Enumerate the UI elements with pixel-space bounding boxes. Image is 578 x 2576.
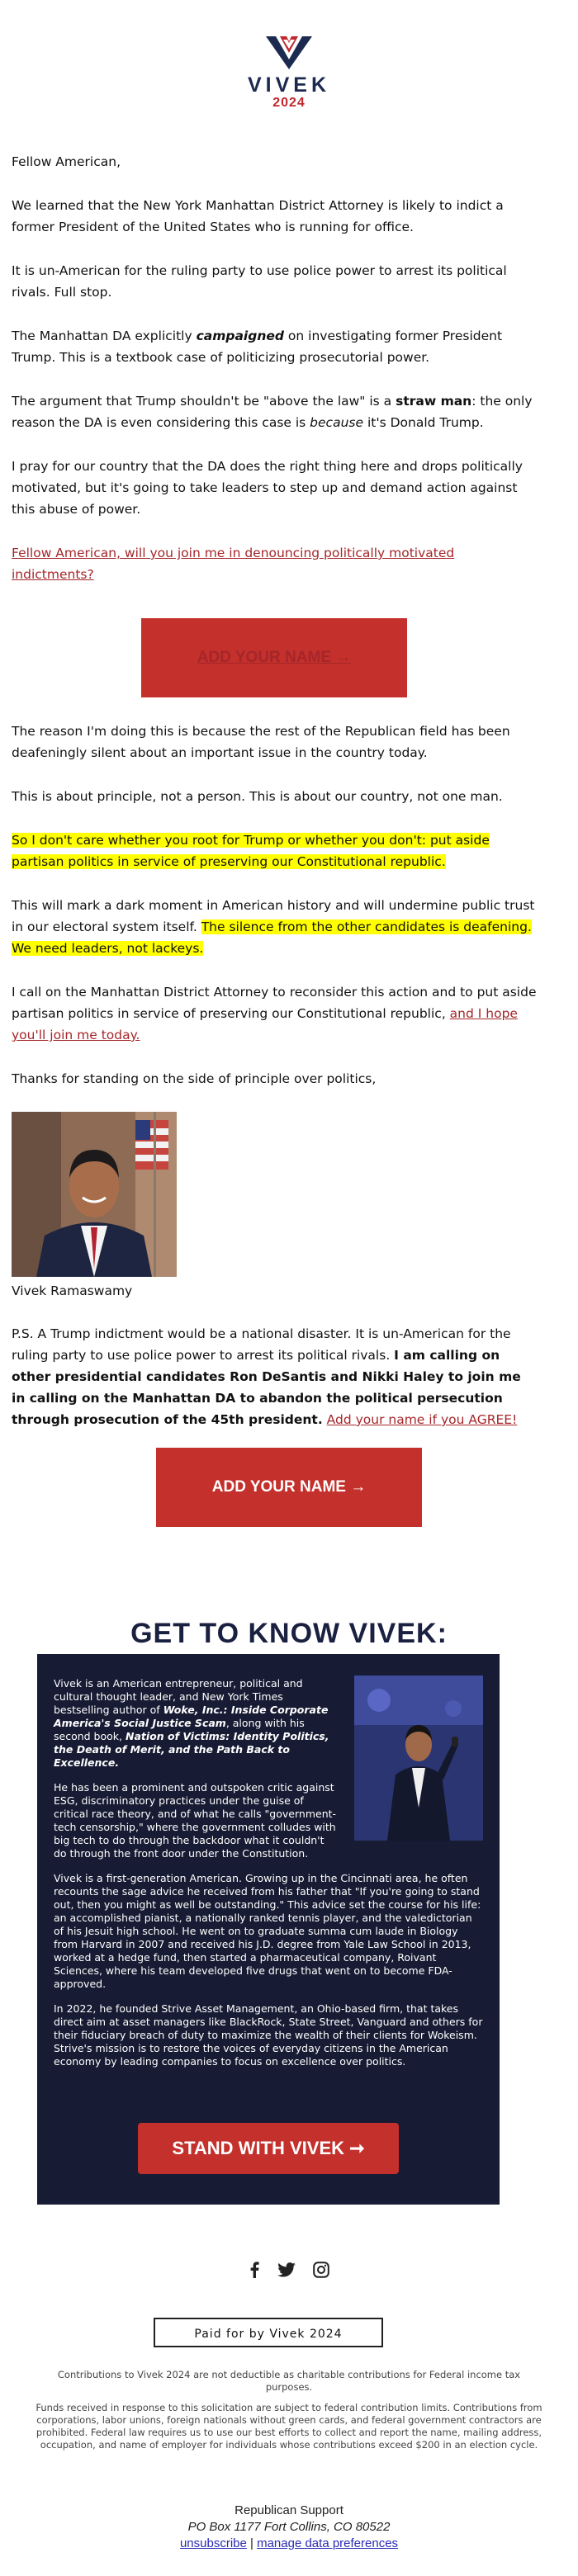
emphasis: I am calling on other presidential candidates Ron DeSantis and Nikki Haley to join me in calling on the Manhattan DA to abandon the political persecution through prosecution of the 45th president. bbox=[12, 1348, 521, 1427]
add-your-name-button[interactable]: ADD YOUR NAME → bbox=[141, 618, 407, 697]
twitter-icon[interactable] bbox=[277, 2262, 296, 2281]
about-panel bbox=[37, 1654, 500, 2205]
contribution-disclaimer: Funds received in response to this solicitation are subject to federal contribution limits. Contributions from corporations, labor unions, foreign nationals without green cards, and federal government contractors are prohibited. Federal law requires us to use our best efforts to collect and report the name, mailing address, occupation, and name of employer for individuals whose contributions exceed $200 in an election cycle. bbox=[36, 2402, 542, 2451]
logo-wordmark: VIVEK bbox=[247, 73, 331, 97]
vivek-headshot-photo bbox=[12, 1112, 177, 1277]
text: Vivek is an American entrepreneur, political and cultural thought leader, and New York Times bestselling author of bbox=[54, 1677, 303, 1716]
closing: Thanks for standing on the side of principle over politics, bbox=[12, 1071, 377, 1086]
text: P.S. A Trump indictment would be a national disaster. It is un-American for the ruling party to use police power to arrest its political rivals. bbox=[12, 1326, 511, 1363]
paid-for-disclaimer: Paid for by Vivek 2024 bbox=[154, 2318, 383, 2347]
text: : the only reason the DA is even considering this case is bbox=[12, 394, 533, 430]
emphasis: because bbox=[310, 415, 364, 430]
bio-paragraph: He has been a prominent and outspoken critic against ESG, discriminatory practices under the guise of critical race theory, and of what he calls "government-tech censorship," where the government colludes with big tech to do through the backdoor what it couldn't do through the front door under the Constitution. bbox=[54, 1781, 337, 1860]
emphasis: straw man bbox=[396, 394, 472, 409]
about-text bbox=[54, 1677, 483, 2080]
postscript bbox=[12, 1323, 537, 1430]
book-title: Nation of Victims: Identity Politics, the Death of Merit, and the Path Back to Excellence. bbox=[54, 1730, 329, 1769]
text: on investigating former President Trump. This is a textbook case of politicizing prosecutorial power. bbox=[12, 328, 503, 365]
unsubscribe-link[interactable]: unsubscribe bbox=[179, 2536, 247, 2550]
denounce-link[interactable]: Fellow American, will you join me in denouncing politically motivated indictments? bbox=[12, 546, 455, 582]
instagram-icon[interactable] bbox=[313, 2262, 329, 2281]
book-title: Woke, Inc.: Inside Corporate America's Social Justice Scam bbox=[54, 1704, 329, 1729]
letter-body bbox=[12, 151, 537, 1430]
highlight-text: So I don't care whether you root for Trump or whether you don't: put aside partisan politics in service of preserving our Constitutional republic. bbox=[12, 833, 490, 869]
org-name: Republican Support bbox=[235, 2503, 343, 2517]
v-checkmark-logo-icon bbox=[266, 36, 312, 69]
social-links bbox=[0, 2262, 578, 2281]
paragraph: It is un-American for the ruling party to use police power to arrest its political rivals. Full stop. bbox=[12, 263, 507, 300]
greeting: Fellow American, bbox=[12, 154, 121, 169]
add-name-agree-link[interactable]: Add your name if you AGREE! bbox=[326, 1412, 518, 1427]
about-heading: GET TO KNOW VIVEK: bbox=[130, 1618, 448, 1649]
stand-with-vivek-button[interactable]: STAND WITH VIVEK ➞ bbox=[138, 2123, 399, 2174]
paragraph bbox=[12, 830, 537, 872]
campaign-logo bbox=[0, 36, 578, 111]
paragraph bbox=[12, 390, 537, 433]
tax-disclaimer: Contributions to Vivek 2024 are not deductible as charitable contributions for Federal income tax purposes. bbox=[57, 2369, 521, 2393]
text: it's Donald Trump. bbox=[363, 415, 484, 430]
paragraph bbox=[12, 325, 537, 368]
highlight-text: The silence from the other candidates is deafening. We need leaders, not lackeys. bbox=[12, 919, 532, 956]
separator: | bbox=[250, 2536, 253, 2550]
paragraph: We learned that the New York Manhattan District Attorney is likely to indict a former President of the United States who is running for office. bbox=[12, 198, 504, 234]
manage-preferences-link[interactable]: manage data preferences bbox=[257, 2536, 399, 2550]
add-your-name-button-2[interactable]: ADD YOUR NAME → bbox=[156, 1448, 422, 1527]
bio-paragraph: Vivek is a first-generation American. Growing up in the Cincinnati area, he often recounts the sage advice he received from his father that "If you're going to stand out, then you might as well be outstanding." This advice set the course for his life: an accomplished pianist, a nationally ranked tennis player, and the valedictorian of his Jesuit high school. He went on to graduate summa cum laude in Biology from Harvard in 2007 and received his J.D. degree from Yale Law School in 2013, worked at a hedge fund, then started a pharmaceutical company, Roivant Sciences, where his team developed five drugs that went on to become FDA-approved. bbox=[54, 1872, 481, 1990]
paragraph: The reason I'm doing this is because the rest of the Republican field has been deafeningly silent about an important issue in the country today. bbox=[12, 724, 510, 760]
paragraph: This is about principle, not a person. This is about our country, not one man. bbox=[12, 789, 503, 804]
paragraph bbox=[12, 895, 537, 959]
text: This will mark a dark moment in American history and will undermine public trust in our electoral system itself. bbox=[12, 898, 535, 934]
join-me-link[interactable]: and I hope you'll join me today. bbox=[12, 1006, 518, 1042]
paragraph bbox=[12, 981, 537, 1046]
paragraph bbox=[12, 542, 537, 585]
emphasis: campaigned bbox=[196, 328, 284, 343]
text: The Manhattan DA explicitly bbox=[12, 328, 197, 343]
paragraph: I pray for our country that the DA does the right thing here and drops politically motivated, but it's going to take leaders to step up and demand action against this abuse of power. bbox=[12, 459, 523, 517]
text: , along with his second book, bbox=[54, 1717, 305, 1742]
footer bbox=[0, 2503, 578, 2552]
logo-year: 2024 bbox=[272, 96, 306, 110]
bio-paragraph bbox=[54, 1677, 339, 1770]
signer-name: Vivek Ramaswamy bbox=[12, 1283, 133, 1298]
bio-paragraph: In 2022, he founded Strive Asset Management, an Ohio-based firm, that takes direct aim at asset managers like BlackRock, State Street, Vanguard and others for their fiduciary breach of duty to maximize the wealth of their clients for Wokeism. Strive's mission is to restore the voices of everyday citizens in the American economy by leading companies to focus on excellence over politics. bbox=[54, 2002, 483, 2068]
text: I call on the Manhattan District Attorney to reconsider this action and to put aside partisan politics in service of preserving our Constitutional republic, bbox=[12, 985, 537, 1021]
facebook-icon[interactable] bbox=[249, 2262, 260, 2281]
text: The argument that Trump shouldn't be "above the law" is a bbox=[12, 394, 396, 409]
mailing-address: PO Box 1177 Fort Collins, CO 80522 bbox=[187, 2520, 391, 2534]
